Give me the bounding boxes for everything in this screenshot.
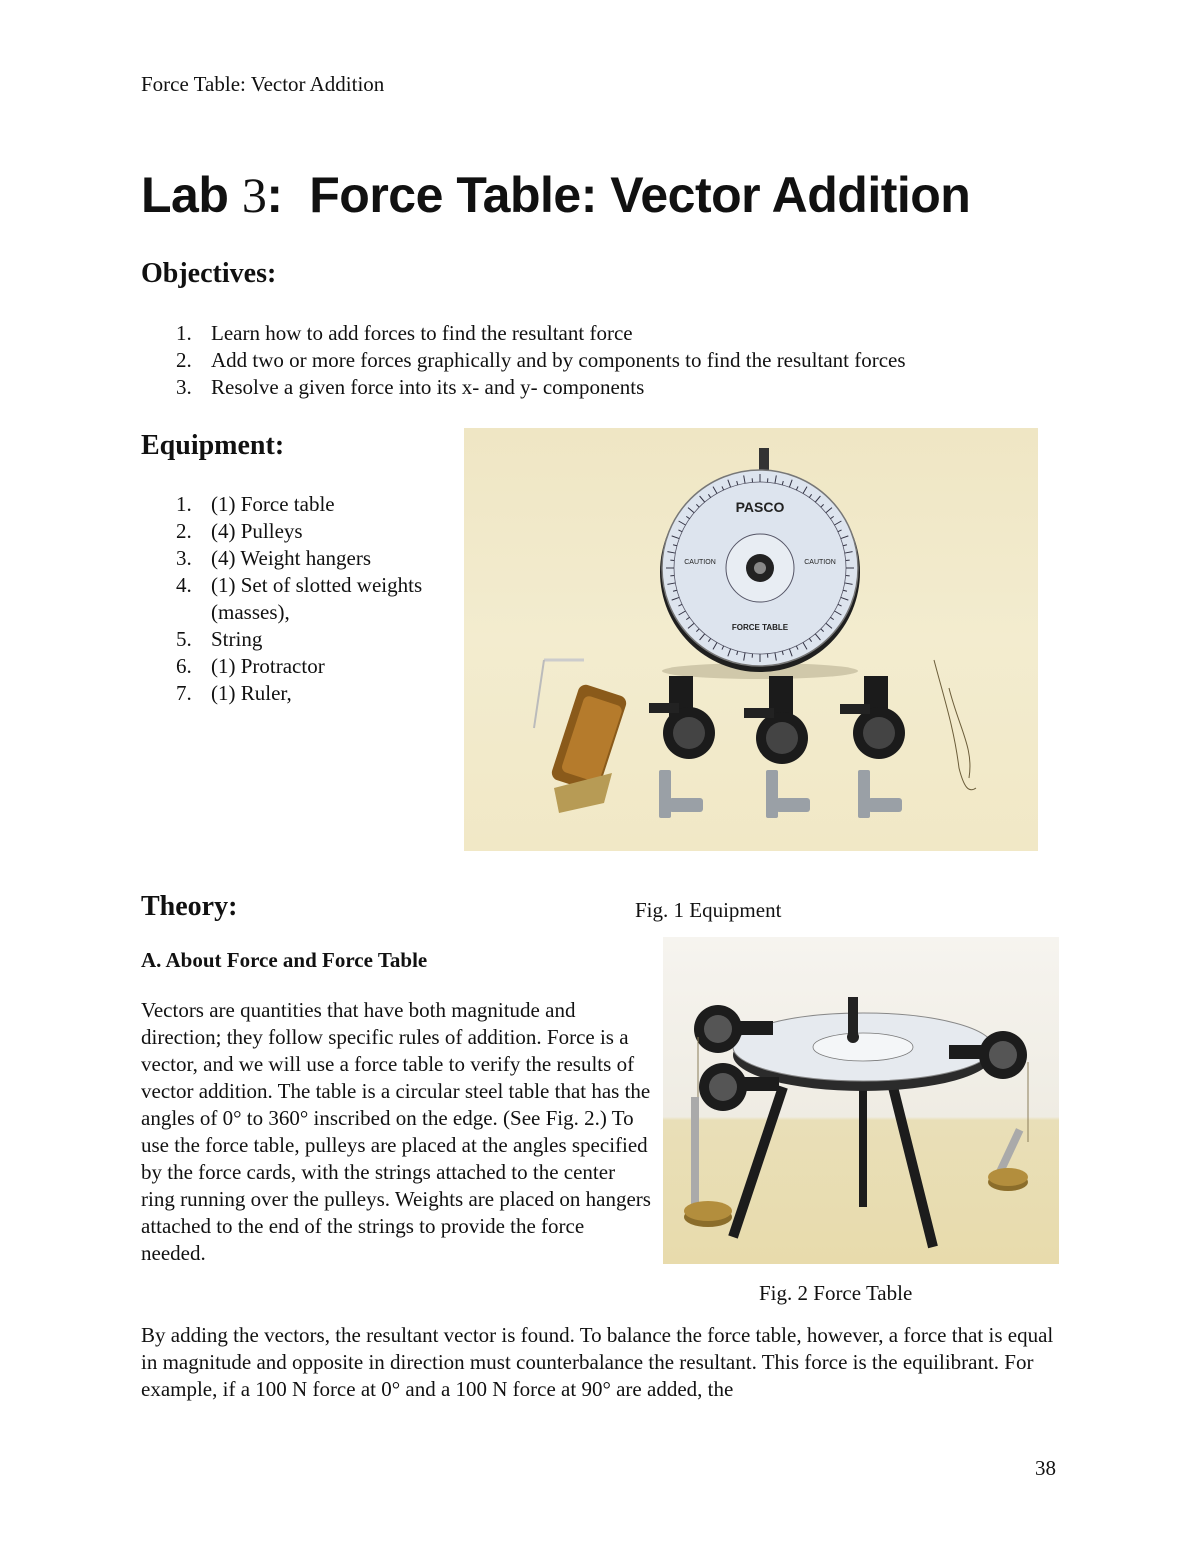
list-item xyxy=(141,491,441,518)
item-number: 3. xyxy=(176,546,192,570)
running-header: Force Table: Vector Addition xyxy=(141,72,385,96)
list-item xyxy=(141,320,1041,347)
item-number: 1. xyxy=(176,492,192,516)
equipment-list xyxy=(141,491,441,707)
caution-left-label: CAUTION xyxy=(684,559,716,566)
item-number: 7. xyxy=(176,681,192,705)
item-number: 5. xyxy=(176,627,192,651)
force-table-label: FORCE TABLE xyxy=(731,623,789,632)
fig1-caption: Fig. 1 Equipment xyxy=(635,898,782,922)
page-title xyxy=(141,166,970,224)
caution-right-label: CAUTION xyxy=(804,559,836,566)
item-number: 1. xyxy=(176,321,192,345)
theory-subheading: A. About Force and Force Table xyxy=(141,948,428,972)
item-text: (4) Pulleys xyxy=(211,519,303,543)
list-item xyxy=(141,374,1041,401)
item-text: (1) Set of slotted weights (masses), xyxy=(211,573,423,624)
equipment-heading: Equipment: xyxy=(141,430,285,461)
list-item xyxy=(141,545,441,572)
list-item xyxy=(141,572,441,626)
objectives-heading: Objectives: xyxy=(141,258,277,289)
list-item xyxy=(141,680,441,707)
list-item xyxy=(141,347,1041,374)
item-text: (1) Protractor xyxy=(211,654,325,678)
objectives-list xyxy=(141,320,1041,401)
list-item xyxy=(141,653,441,680)
item-number: 6. xyxy=(176,654,192,678)
title-number: 3 xyxy=(241,167,267,223)
item-text: Add two or more forces graphically and by components to find the resultant forces xyxy=(211,348,906,372)
page-number: 38 xyxy=(1035,1456,1056,1480)
item-text: Resolve a given force into its x- and y- components xyxy=(211,375,645,399)
item-number: 2. xyxy=(176,519,192,543)
list-item xyxy=(141,518,441,545)
title-colon: : xyxy=(266,167,283,223)
item-text: (4) Weight hangers xyxy=(211,546,372,570)
title-text: Force Table: Vector Addition xyxy=(309,167,971,223)
item-text: String xyxy=(211,627,263,651)
fig2-caption: Fig. 2 Force Table xyxy=(759,1281,913,1305)
item-text: (1) Force table xyxy=(211,492,335,516)
force-table-photo xyxy=(663,937,1059,1264)
item-text: Learn how to add forces to find the resultant force xyxy=(211,321,633,345)
item-number: 4. xyxy=(176,573,192,597)
equipment-photo xyxy=(464,428,1038,851)
theory-heading: Theory: xyxy=(141,891,238,922)
item-number: 2. xyxy=(176,348,192,372)
title-lab: Lab xyxy=(141,167,229,223)
theory-paragraph-2: By adding the vectors, the resultant vector is found. To balance the force table, however, a force that is equal in magnitude and opposite in direction must counterbalance the resultant. This force is the equilibrant. For example, if a 100 N force at 0° and a 100 N force at 90° are added, the xyxy=(141,1323,1054,1401)
item-number: 3. xyxy=(176,375,192,399)
list-item xyxy=(141,626,441,653)
brand-label: PASCO xyxy=(735,499,785,515)
item-text: (1) Ruler, xyxy=(211,681,292,705)
theory-paragraph-1: Vectors are quantities that have both magnitude and direction; they follow specific rules of addition. Force is a vector, and we will use a force table to verify the results of vector addition. The table is a circular steel table that has the angles of 0° to 360° inscribed on the edge. (See Fig. 2.) To use the force table, pulleys are placed at the angles specified by the force cards, with the strings attached to the center ring running over the pulleys. Weights are placed on hangers attached to the end of the strings to provide the force needed. xyxy=(141,998,651,1265)
